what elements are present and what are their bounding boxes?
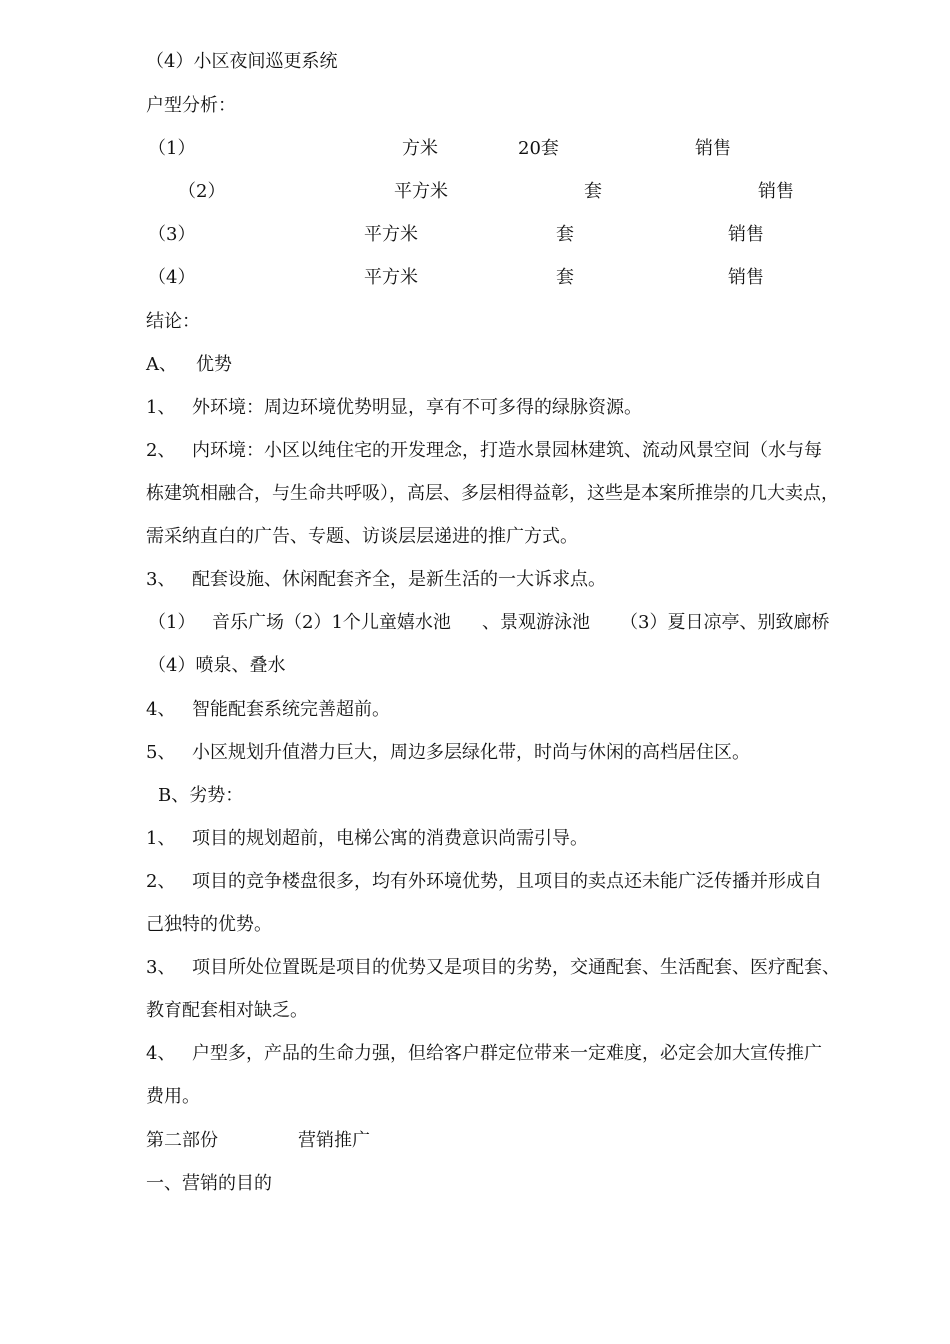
list-item-continuation: 需采纳直白的广告、专题、访谈层层递进的推广方式。 [146, 526, 578, 547]
amenities-line: （4）喷泉、叠水 [148, 655, 286, 676]
unit-row-no: （3） [148, 224, 196, 245]
part-two-title: 营销推广 [298, 1130, 370, 1151]
unit-row-status: 销售 [728, 267, 764, 288]
list-item [0, 438, 950, 464]
unit-row [0, 265, 950, 291]
unit-row-count: 套 [584, 181, 602, 202]
list-item-number: 3、 [146, 957, 176, 978]
unit-row-no: （4） [148, 267, 196, 288]
list-item-number: 3、 [146, 569, 176, 590]
unit-row [0, 136, 950, 162]
list-item [0, 826, 950, 852]
amenities-segment: 、景观游泳池 [482, 612, 590, 633]
list-item [0, 740, 950, 766]
list-item-number: 4、 [146, 1043, 176, 1064]
unit-row-status: 销售 [728, 224, 764, 245]
part-two-label: 第二部份 [146, 1130, 218, 1151]
list-item-number: 2、 [146, 440, 176, 461]
list-item [0, 1041, 950, 1067]
amenities-segment: （3）夏日凉亭、别致廊桥 [620, 612, 830, 633]
disadvantages-heading: B、劣势： [158, 785, 244, 806]
list-item-continuation: 教育配套相对缺乏。 [146, 1000, 308, 1021]
amenities-segment: （1） [148, 612, 196, 633]
list-item [0, 869, 950, 895]
list-item-continuation: 己独特的优势。 [146, 914, 272, 935]
unit-row-area: 平方米 [394, 181, 448, 202]
list-item [0, 395, 950, 421]
list-item-number: 2、 [146, 871, 176, 892]
list-item-text: 小区规划升值潜力巨大，周边多层绿化带，时尚与休闲的高档居住区。 [192, 742, 750, 763]
list-item-text: 智能配套系统完善超前。 [192, 699, 390, 720]
list-item-number: 1、 [146, 828, 176, 849]
unit-row-area: 平方米 [364, 267, 418, 288]
list-item [0, 697, 950, 723]
unit-row-area: 方米 [402, 138, 438, 159]
list-item-text: 项目的竞争楼盘很多，均有外环境优势，且项目的卖点还未能广泛传播并形成自 [192, 871, 822, 892]
unit-row-count: 20套 [518, 138, 559, 159]
list-item [0, 567, 950, 593]
advantages-title: 优势 [196, 354, 232, 375]
list-item [0, 955, 950, 981]
list-item-text: 户型多，产品的生命力强，但给客户群定位带来一定难度，必定会加大宣传推广 [192, 1043, 822, 1064]
list-item-continuation: 费用。 [146, 1086, 200, 1107]
unit-row-count: 套 [556, 267, 574, 288]
list-item-continuation: 栋建筑相融合，与生命共呼吸），高层、多层相得益彰，这些是本案所推崇的几大卖点， [146, 483, 839, 504]
list-item-number: 5、 [146, 742, 176, 763]
unit-row-no: （2） [178, 181, 226, 202]
unit-row-no: （1） [148, 138, 196, 159]
list-item-text: 项目所处位置既是项目的优势又是项目的劣势，交通配套、生活配套、医疗配套、 [192, 957, 840, 978]
list-item-number: 4、 [146, 699, 176, 720]
unit-row-area: 平方米 [364, 224, 418, 245]
list-item-text: 外环境：周边环境优势明显，享有不可多得的绿脉资源。 [192, 397, 642, 418]
unit-analysis-heading: 户型分析： [146, 95, 236, 116]
list-item-text: 内环境：小区以纯住宅的开发理念，打造水景园林建筑、流动风景空间（水与每 [192, 440, 822, 461]
unit-row-status: 销售 [695, 138, 731, 159]
list-item-text: 配套设施、休闲配套齐全，是新生活的一大诉求点。 [192, 569, 606, 590]
advantages-label: A、 [146, 354, 177, 375]
list-item-number: 1、 [146, 397, 176, 418]
unit-row-status: 销售 [758, 181, 794, 202]
advantages-heading [0, 352, 950, 378]
amenities-line [0, 610, 950, 636]
part-two-heading [0, 1128, 950, 1154]
list-item-text: 项目的规划超前，电梯公寓的消费意识尚需引导。 [192, 828, 588, 849]
unit-row [0, 179, 950, 205]
unit-row-count: 套 [556, 224, 574, 245]
conclusion-heading: 结论： [146, 311, 200, 332]
section-one-heading: 一、营销的目的 [146, 1173, 272, 1194]
amenities-segment: 音乐广场（2）1个儿童嬉水池 [212, 612, 451, 633]
night-patrol-line: （4）小区夜间巡更系统 [146, 51, 338, 72]
unit-row [0, 222, 950, 248]
